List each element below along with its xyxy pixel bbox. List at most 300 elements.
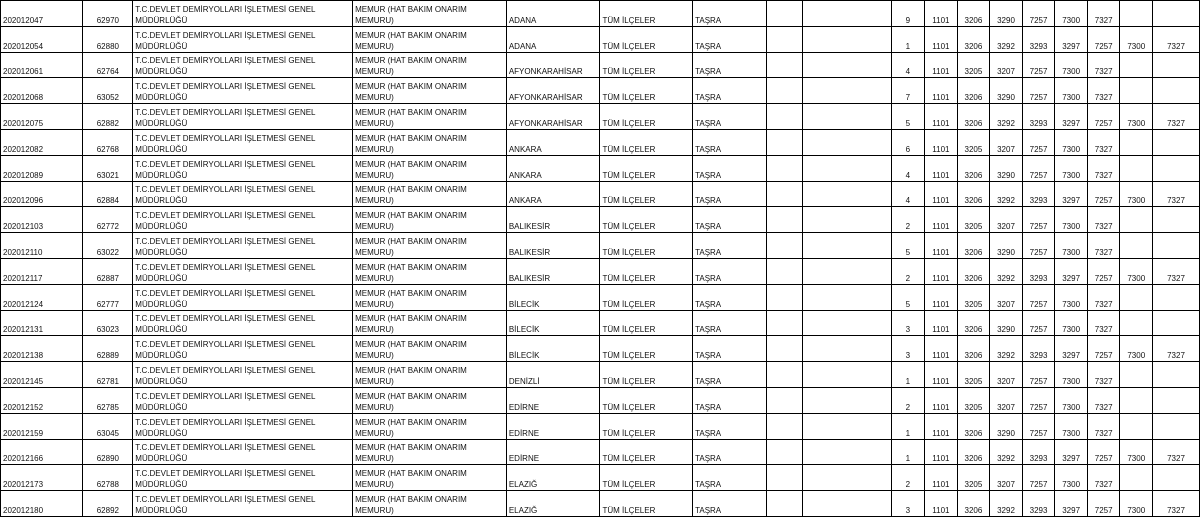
qualification-code-cell[interactable]: 3205	[957, 52, 990, 78]
qualification-code-cell[interactable]	[1153, 129, 1200, 155]
city-cell[interactable]: AFYONKARAHİSAR	[506, 104, 600, 130]
qualification-code-cell[interactable]: 3292	[990, 181, 1023, 207]
city-cell[interactable]: EDİRNE	[506, 439, 600, 465]
qualification-code-cell[interactable]: 7300	[1055, 233, 1088, 259]
qualification-code-cell[interactable]: 1101	[925, 284, 958, 310]
qualification-code-cell[interactable]: 3206	[957, 491, 990, 517]
city-cell[interactable]: EDİRNE	[506, 387, 600, 413]
qualification-code-cell[interactable]: 3206	[957, 104, 990, 130]
qualification-code-cell[interactable]: 7327	[1087, 233, 1120, 259]
district-cell[interactable]: TÜM İLÇELER	[600, 491, 693, 517]
position-code-cell[interactable]: 62781	[83, 362, 133, 388]
qualification-code-cell[interactable]: 7257	[1022, 1, 1055, 27]
qualification-code-cell[interactable]: 3297	[1055, 491, 1088, 517]
quota-count-cell[interactable]: 2	[891, 207, 925, 233]
empty-cell[interactable]	[767, 491, 803, 517]
district-cell[interactable]: TÜM İLÇELER	[600, 26, 693, 52]
qualification-code-cell[interactable]: 3205	[957, 284, 990, 310]
qualification-code-cell[interactable]	[1153, 78, 1200, 104]
city-cell[interactable]: ANKARA	[506, 129, 600, 155]
qualification-code-cell[interactable]	[1153, 413, 1200, 439]
district-cell[interactable]: TÜM İLÇELER	[600, 207, 693, 233]
position-id-cell[interactable]: 202012159	[1, 413, 83, 439]
qualification-code-cell[interactable]	[1153, 233, 1200, 259]
qualification-code-cell[interactable]: 7300	[1055, 284, 1088, 310]
position-code-cell[interactable]: 62880	[83, 26, 133, 52]
district-cell[interactable]: TÜM İLÇELER	[600, 1, 693, 27]
district-cell[interactable]: TÜM İLÇELER	[600, 310, 693, 336]
empty-cell[interactable]	[802, 284, 891, 310]
city-cell[interactable]: ADANA	[506, 1, 600, 27]
qualification-code-cell[interactable]: 3207	[990, 129, 1023, 155]
quota-count-cell[interactable]: 1	[891, 362, 925, 388]
unit-type-cell[interactable]: TAŞRA	[693, 491, 767, 517]
empty-cell[interactable]	[802, 104, 891, 130]
qualification-code-cell[interactable]: 7300	[1055, 155, 1088, 181]
empty-cell[interactable]	[767, 465, 803, 491]
unit-type-cell[interactable]: TAŞRA	[693, 258, 767, 284]
qualification-code-cell[interactable]: 7257	[1087, 491, 1120, 517]
empty-cell[interactable]	[802, 387, 891, 413]
empty-cell[interactable]	[802, 336, 891, 362]
unit-type-cell[interactable]: TAŞRA	[693, 413, 767, 439]
quota-count-cell[interactable]: 7	[891, 78, 925, 104]
qualification-code-cell[interactable]: 7327	[1087, 155, 1120, 181]
empty-cell[interactable]	[767, 104, 803, 130]
empty-cell[interactable]	[767, 413, 803, 439]
qualification-code-cell[interactable]	[1120, 155, 1153, 181]
empty-cell[interactable]	[802, 258, 891, 284]
empty-cell[interactable]	[767, 310, 803, 336]
district-cell[interactable]: TÜM İLÇELER	[600, 181, 693, 207]
qualification-code-cell[interactable]: 7300	[1120, 491, 1153, 517]
district-cell[interactable]: TÜM İLÇELER	[600, 104, 693, 130]
qualification-code-cell[interactable]: 7257	[1022, 78, 1055, 104]
position-id-cell[interactable]: 202012068	[1, 78, 83, 104]
empty-cell[interactable]	[767, 207, 803, 233]
city-cell[interactable]: BALIKESİR	[506, 233, 600, 259]
qualification-code-cell[interactable]: 7327	[1087, 52, 1120, 78]
qualification-code-cell[interactable]: 7300	[1055, 52, 1088, 78]
qualification-code-cell[interactable]: 3293	[1022, 336, 1055, 362]
qualification-code-cell[interactable]: 7327	[1087, 284, 1120, 310]
position-code-cell[interactable]: 63022	[83, 233, 133, 259]
position-id-cell[interactable]: 202012075	[1, 104, 83, 130]
unit-type-cell[interactable]: TAŞRA	[693, 387, 767, 413]
qualification-code-cell[interactable]: 1101	[925, 104, 958, 130]
city-cell[interactable]: ADANA	[506, 26, 600, 52]
position-code-cell[interactable]: 62768	[83, 129, 133, 155]
qualification-code-cell[interactable]: 1101	[925, 258, 958, 284]
unit-type-cell[interactable]: TAŞRA	[693, 362, 767, 388]
qualification-code-cell[interactable]: 3290	[990, 155, 1023, 181]
empty-cell[interactable]	[802, 491, 891, 517]
empty-cell[interactable]	[767, 129, 803, 155]
quota-count-cell[interactable]: 2	[891, 387, 925, 413]
position-code-cell[interactable]: 63052	[83, 78, 133, 104]
qualification-code-cell[interactable]: 7257	[1087, 104, 1120, 130]
empty-cell[interactable]	[802, 439, 891, 465]
qualification-code-cell[interactable]: 3297	[1055, 104, 1088, 130]
qualification-code-cell[interactable]: 7327	[1153, 336, 1200, 362]
qualification-code-cell[interactable]: 1101	[925, 362, 958, 388]
quota-count-cell[interactable]: 6	[891, 129, 925, 155]
unit-type-cell[interactable]: TAŞRA	[693, 52, 767, 78]
city-cell[interactable]: ELAZIĞ	[506, 491, 600, 517]
empty-cell[interactable]	[767, 78, 803, 104]
qualification-code-cell[interactable]: 3290	[990, 1, 1023, 27]
qualification-code-cell[interactable]: 3206	[957, 181, 990, 207]
city-cell[interactable]: EDİRNE	[506, 413, 600, 439]
empty-cell[interactable]	[802, 207, 891, 233]
quota-count-cell[interactable]: 3	[891, 491, 925, 517]
empty-cell[interactable]	[802, 78, 891, 104]
qualification-code-cell[interactable]: 3205	[957, 387, 990, 413]
qualification-code-cell[interactable]	[1120, 310, 1153, 336]
qualification-code-cell[interactable]: 7257	[1087, 336, 1120, 362]
unit-type-cell[interactable]: TAŞRA	[693, 78, 767, 104]
qualification-code-cell[interactable]: 3297	[1055, 336, 1088, 362]
quota-count-cell[interactable]: 2	[891, 465, 925, 491]
empty-cell[interactable]	[767, 387, 803, 413]
qualification-code-cell[interactable]: 7327	[1153, 439, 1200, 465]
empty-cell[interactable]	[802, 129, 891, 155]
qualification-code-cell[interactable]	[1120, 233, 1153, 259]
qualification-code-cell[interactable]	[1120, 52, 1153, 78]
unit-type-cell[interactable]: TAŞRA	[693, 465, 767, 491]
qualification-code-cell[interactable]	[1153, 284, 1200, 310]
qualification-code-cell[interactable]	[1153, 207, 1200, 233]
qualification-code-cell[interactable]: 1101	[925, 26, 958, 52]
unit-type-cell[interactable]: TAŞRA	[693, 233, 767, 259]
empty-cell[interactable]	[767, 1, 803, 27]
qualification-code-cell[interactable]: 7257	[1087, 258, 1120, 284]
city-cell[interactable]: ELAZIĞ	[506, 465, 600, 491]
unit-type-cell[interactable]: TAŞRA	[693, 104, 767, 130]
position-id-cell[interactable]: 202012054	[1, 26, 83, 52]
qualification-code-cell[interactable]: 3292	[990, 26, 1023, 52]
position-id-cell[interactable]: 202012117	[1, 258, 83, 284]
qualification-code-cell[interactable]: 7327	[1153, 181, 1200, 207]
qualification-code-cell[interactable]: 3206	[957, 155, 990, 181]
position-id-cell[interactable]: 202012061	[1, 52, 83, 78]
qualification-code-cell[interactable]	[1153, 387, 1200, 413]
position-id-cell[interactable]: 202012138	[1, 336, 83, 362]
qualification-code-cell[interactable]: 3290	[990, 78, 1023, 104]
position-code-cell[interactable]: 63045	[83, 413, 133, 439]
position-id-cell[interactable]: 202012173	[1, 465, 83, 491]
qualification-code-cell[interactable]: 3292	[990, 104, 1023, 130]
position-code-cell[interactable]: 62788	[83, 465, 133, 491]
empty-cell[interactable]	[767, 26, 803, 52]
quota-count-cell[interactable]: 9	[891, 1, 925, 27]
qualification-code-cell[interactable]: 7257	[1022, 52, 1055, 78]
empty-cell[interactable]	[767, 362, 803, 388]
unit-type-cell[interactable]: TAŞRA	[693, 310, 767, 336]
qualification-code-cell[interactable]: 3206	[957, 258, 990, 284]
district-cell[interactable]: TÜM İLÇELER	[600, 233, 693, 259]
qualification-code-cell[interactable]: 1101	[925, 181, 958, 207]
qualification-code-cell[interactable]	[1120, 129, 1153, 155]
district-cell[interactable]: TÜM İLÇELER	[600, 413, 693, 439]
qualification-code-cell[interactable]: 3205	[957, 465, 990, 491]
position-id-cell[interactable]: 202012047	[1, 1, 83, 27]
position-code-cell[interactable]: 62970	[83, 1, 133, 27]
position-id-cell[interactable]: 202012166	[1, 439, 83, 465]
district-cell[interactable]: TÜM İLÇELER	[600, 336, 693, 362]
qualification-code-cell[interactable]: 3293	[1022, 181, 1055, 207]
qualification-code-cell[interactable]: 3206	[957, 413, 990, 439]
qualification-code-cell[interactable]: 7257	[1087, 439, 1120, 465]
empty-cell[interactable]	[802, 233, 891, 259]
qualification-code-cell[interactable]: 7300	[1055, 362, 1088, 388]
position-id-cell[interactable]: 202012103	[1, 207, 83, 233]
qualification-code-cell[interactable]: 7327	[1087, 387, 1120, 413]
qualification-code-cell[interactable]: 7300	[1120, 104, 1153, 130]
position-code-cell[interactable]: 62882	[83, 104, 133, 130]
position-code-cell[interactable]: 62772	[83, 207, 133, 233]
empty-cell[interactable]	[767, 233, 803, 259]
position-code-cell[interactable]: 62890	[83, 439, 133, 465]
position-id-cell[interactable]: 202012131	[1, 310, 83, 336]
qualification-code-cell[interactable]: 7300	[1120, 181, 1153, 207]
empty-cell[interactable]	[767, 439, 803, 465]
qualification-code-cell[interactable]: 1101	[925, 233, 958, 259]
district-cell[interactable]: TÜM İLÇELER	[600, 129, 693, 155]
qualification-code-cell[interactable]: 1101	[925, 413, 958, 439]
qualification-code-cell[interactable]	[1153, 52, 1200, 78]
quota-count-cell[interactable]: 5	[891, 284, 925, 310]
qualification-code-cell[interactable]	[1120, 362, 1153, 388]
empty-cell[interactable]	[767, 258, 803, 284]
unit-type-cell[interactable]: TAŞRA	[693, 1, 767, 27]
qualification-code-cell[interactable]: 3205	[957, 362, 990, 388]
position-id-cell[interactable]: 202012145	[1, 362, 83, 388]
qualification-code-cell[interactable]: 7300	[1120, 258, 1153, 284]
empty-cell[interactable]	[802, 362, 891, 388]
qualification-code-cell[interactable]: 1101	[925, 78, 958, 104]
empty-cell[interactable]	[767, 155, 803, 181]
unit-type-cell[interactable]: TAŞRA	[693, 129, 767, 155]
qualification-code-cell[interactable]	[1120, 78, 1153, 104]
qualification-code-cell[interactable]	[1153, 362, 1200, 388]
qualification-code-cell[interactable]: 7257	[1022, 155, 1055, 181]
qualification-code-cell[interactable]	[1120, 207, 1153, 233]
qualification-code-cell[interactable]: 7257	[1022, 129, 1055, 155]
empty-cell[interactable]	[802, 1, 891, 27]
qualification-code-cell[interactable]	[1120, 284, 1153, 310]
qualification-code-cell[interactable]: 3207	[990, 362, 1023, 388]
qualification-code-cell[interactable]: 7257	[1022, 413, 1055, 439]
qualification-code-cell[interactable]: 1101	[925, 387, 958, 413]
position-code-cell[interactable]: 62785	[83, 387, 133, 413]
qualification-code-cell[interactable]: 3297	[1055, 26, 1088, 52]
qualification-code-cell[interactable]: 1101	[925, 1, 958, 27]
qualification-code-cell[interactable]: 7300	[1055, 465, 1088, 491]
qualification-code-cell[interactable]: 7300	[1055, 1, 1088, 27]
position-id-cell[interactable]: 202012124	[1, 284, 83, 310]
city-cell[interactable]: BALIKESİR	[506, 207, 600, 233]
city-cell[interactable]: BALIKESİR	[506, 258, 600, 284]
position-id-cell[interactable]: 202012180	[1, 491, 83, 517]
qualification-code-cell[interactable]: 7257	[1087, 181, 1120, 207]
empty-cell[interactable]	[767, 336, 803, 362]
quota-count-cell[interactable]: 4	[891, 181, 925, 207]
qualification-code-cell[interactable]: 7300	[1120, 336, 1153, 362]
qualification-code-cell[interactable]: 3205	[957, 207, 990, 233]
qualification-code-cell[interactable]: 3292	[990, 491, 1023, 517]
qualification-code-cell[interactable]: 7327	[1087, 1, 1120, 27]
city-cell[interactable]: ANKARA	[506, 155, 600, 181]
qualification-code-cell[interactable]: 7327	[1087, 413, 1120, 439]
qualification-code-cell[interactable]: 7327	[1153, 104, 1200, 130]
qualification-code-cell[interactable]: 7327	[1087, 78, 1120, 104]
qualification-code-cell[interactable]: 7257	[1022, 310, 1055, 336]
position-id-cell[interactable]: 202012089	[1, 155, 83, 181]
qualification-code-cell[interactable]: 7327	[1087, 129, 1120, 155]
qualification-code-cell[interactable]: 7300	[1055, 310, 1088, 336]
qualification-code-cell[interactable]: 3207	[990, 207, 1023, 233]
position-id-cell[interactable]: 202012082	[1, 129, 83, 155]
city-cell[interactable]: AFYONKARAHİSAR	[506, 78, 600, 104]
qualification-code-cell[interactable]: 3297	[1055, 258, 1088, 284]
qualification-code-cell[interactable]: 7327	[1087, 310, 1120, 336]
quota-count-cell[interactable]: 3	[891, 336, 925, 362]
district-cell[interactable]: TÜM İLÇELER	[600, 465, 693, 491]
qualification-code-cell[interactable]: 3293	[1022, 439, 1055, 465]
qualification-code-cell[interactable]: 7300	[1055, 78, 1088, 104]
empty-cell[interactable]	[802, 310, 891, 336]
qualification-code-cell[interactable]	[1120, 1, 1153, 27]
quota-count-cell[interactable]: 3	[891, 310, 925, 336]
empty-cell[interactable]	[802, 52, 891, 78]
qualification-code-cell[interactable]: 3206	[957, 336, 990, 362]
qualification-code-cell[interactable]	[1153, 310, 1200, 336]
district-cell[interactable]: TÜM İLÇELER	[600, 439, 693, 465]
qualification-code-cell[interactable]: 1101	[925, 129, 958, 155]
qualification-code-cell[interactable]: 1101	[925, 52, 958, 78]
qualification-code-cell[interactable]: 3290	[990, 413, 1023, 439]
qualification-code-cell[interactable]: 7327	[1087, 362, 1120, 388]
qualification-code-cell[interactable]: 1101	[925, 155, 958, 181]
unit-type-cell[interactable]: TAŞRA	[693, 26, 767, 52]
qualification-code-cell[interactable]: 3207	[990, 284, 1023, 310]
empty-cell[interactable]	[802, 465, 891, 491]
qualification-code-cell[interactable]: 3206	[957, 233, 990, 259]
qualification-code-cell[interactable]: 3290	[990, 233, 1023, 259]
qualification-code-cell[interactable]: 7327	[1087, 207, 1120, 233]
position-code-cell[interactable]: 62764	[83, 52, 133, 78]
qualification-code-cell[interactable]: 7257	[1087, 26, 1120, 52]
unit-type-cell[interactable]: TAŞRA	[693, 181, 767, 207]
position-code-cell[interactable]: 62884	[83, 181, 133, 207]
district-cell[interactable]: TÜM İLÇELER	[600, 258, 693, 284]
qualification-code-cell[interactable]: 7257	[1022, 233, 1055, 259]
qualification-code-cell[interactable]: 3290	[990, 310, 1023, 336]
qualification-code-cell[interactable]: 7300	[1120, 26, 1153, 52]
qualification-code-cell[interactable]: 7327	[1153, 258, 1200, 284]
quota-count-cell[interactable]: 2	[891, 258, 925, 284]
qualification-code-cell[interactable]	[1153, 1, 1200, 27]
district-cell[interactable]: TÜM İLÇELER	[600, 284, 693, 310]
qualification-code-cell[interactable]: 3293	[1022, 104, 1055, 130]
qualification-code-cell[interactable]: 3297	[1055, 181, 1088, 207]
qualification-code-cell[interactable]: 7257	[1022, 207, 1055, 233]
district-cell[interactable]: TÜM İLÇELER	[600, 155, 693, 181]
qualification-code-cell[interactable]: 1101	[925, 310, 958, 336]
quota-count-cell[interactable]: 1	[891, 439, 925, 465]
qualification-code-cell[interactable]: 7300	[1055, 387, 1088, 413]
district-cell[interactable]: TÜM İLÇELER	[600, 387, 693, 413]
qualification-code-cell[interactable]: 7257	[1022, 362, 1055, 388]
qualification-code-cell[interactable]: 3292	[990, 258, 1023, 284]
qualification-code-cell[interactable]	[1153, 155, 1200, 181]
position-id-cell[interactable]: 202012096	[1, 181, 83, 207]
qualification-code-cell[interactable]: 7327	[1153, 26, 1200, 52]
city-cell[interactable]: ANKARA	[506, 181, 600, 207]
district-cell[interactable]: TÜM İLÇELER	[600, 52, 693, 78]
qualification-code-cell[interactable]: 3206	[957, 78, 990, 104]
qualification-code-cell[interactable]: 3207	[990, 52, 1023, 78]
position-code-cell[interactable]: 62892	[83, 491, 133, 517]
qualification-code-cell[interactable]: 3207	[990, 387, 1023, 413]
qualification-code-cell[interactable]: 3292	[990, 336, 1023, 362]
qualification-code-cell[interactable]: 3206	[957, 310, 990, 336]
empty-cell[interactable]	[802, 155, 891, 181]
quota-count-cell[interactable]: 5	[891, 104, 925, 130]
qualification-code-cell[interactable]: 3206	[957, 439, 990, 465]
qualification-code-cell[interactable]: 1101	[925, 336, 958, 362]
qualification-code-cell[interactable]: 7257	[1022, 465, 1055, 491]
unit-type-cell[interactable]: TAŞRA	[693, 439, 767, 465]
quota-count-cell[interactable]: 4	[891, 52, 925, 78]
qualification-code-cell[interactable]: 1101	[925, 439, 958, 465]
quota-count-cell[interactable]: 1	[891, 413, 925, 439]
qualification-code-cell[interactable]	[1120, 465, 1153, 491]
qualification-code-cell[interactable]	[1153, 465, 1200, 491]
qualification-code-cell[interactable]: 3206	[957, 1, 990, 27]
qualification-code-cell[interactable]: 3293	[1022, 258, 1055, 284]
qualification-code-cell[interactable]: 7300	[1120, 439, 1153, 465]
unit-type-cell[interactable]: TAŞRA	[693, 336, 767, 362]
empty-cell[interactable]	[802, 26, 891, 52]
district-cell[interactable]: TÜM İLÇELER	[600, 362, 693, 388]
qualification-code-cell[interactable]	[1120, 413, 1153, 439]
quota-count-cell[interactable]: 4	[891, 155, 925, 181]
quota-count-cell[interactable]: 5	[891, 233, 925, 259]
qualification-code-cell[interactable]: 3293	[1022, 491, 1055, 517]
qualification-code-cell[interactable]: 1101	[925, 207, 958, 233]
city-cell[interactable]: BİLECİK	[506, 336, 600, 362]
quota-count-cell[interactable]: 1	[891, 26, 925, 52]
unit-type-cell[interactable]: TAŞRA	[693, 207, 767, 233]
qualification-code-cell[interactable]: 7300	[1055, 129, 1088, 155]
qualification-code-cell[interactable]: 7257	[1022, 284, 1055, 310]
position-code-cell[interactable]: 62887	[83, 258, 133, 284]
qualification-code-cell[interactable]: 7257	[1022, 387, 1055, 413]
city-cell[interactable]: DENİZLİ	[506, 362, 600, 388]
position-code-cell[interactable]: 63023	[83, 310, 133, 336]
qualification-code-cell[interactable]: 7300	[1055, 207, 1088, 233]
qualification-code-cell[interactable]: 3207	[990, 465, 1023, 491]
position-id-cell[interactable]: 202012110	[1, 233, 83, 259]
empty-cell[interactable]	[802, 413, 891, 439]
qualification-code-cell[interactable]: 7300	[1055, 413, 1088, 439]
empty-cell[interactable]	[767, 181, 803, 207]
unit-type-cell[interactable]: TAŞRA	[693, 155, 767, 181]
empty-cell[interactable]	[767, 284, 803, 310]
city-cell[interactable]: BİLECİK	[506, 284, 600, 310]
